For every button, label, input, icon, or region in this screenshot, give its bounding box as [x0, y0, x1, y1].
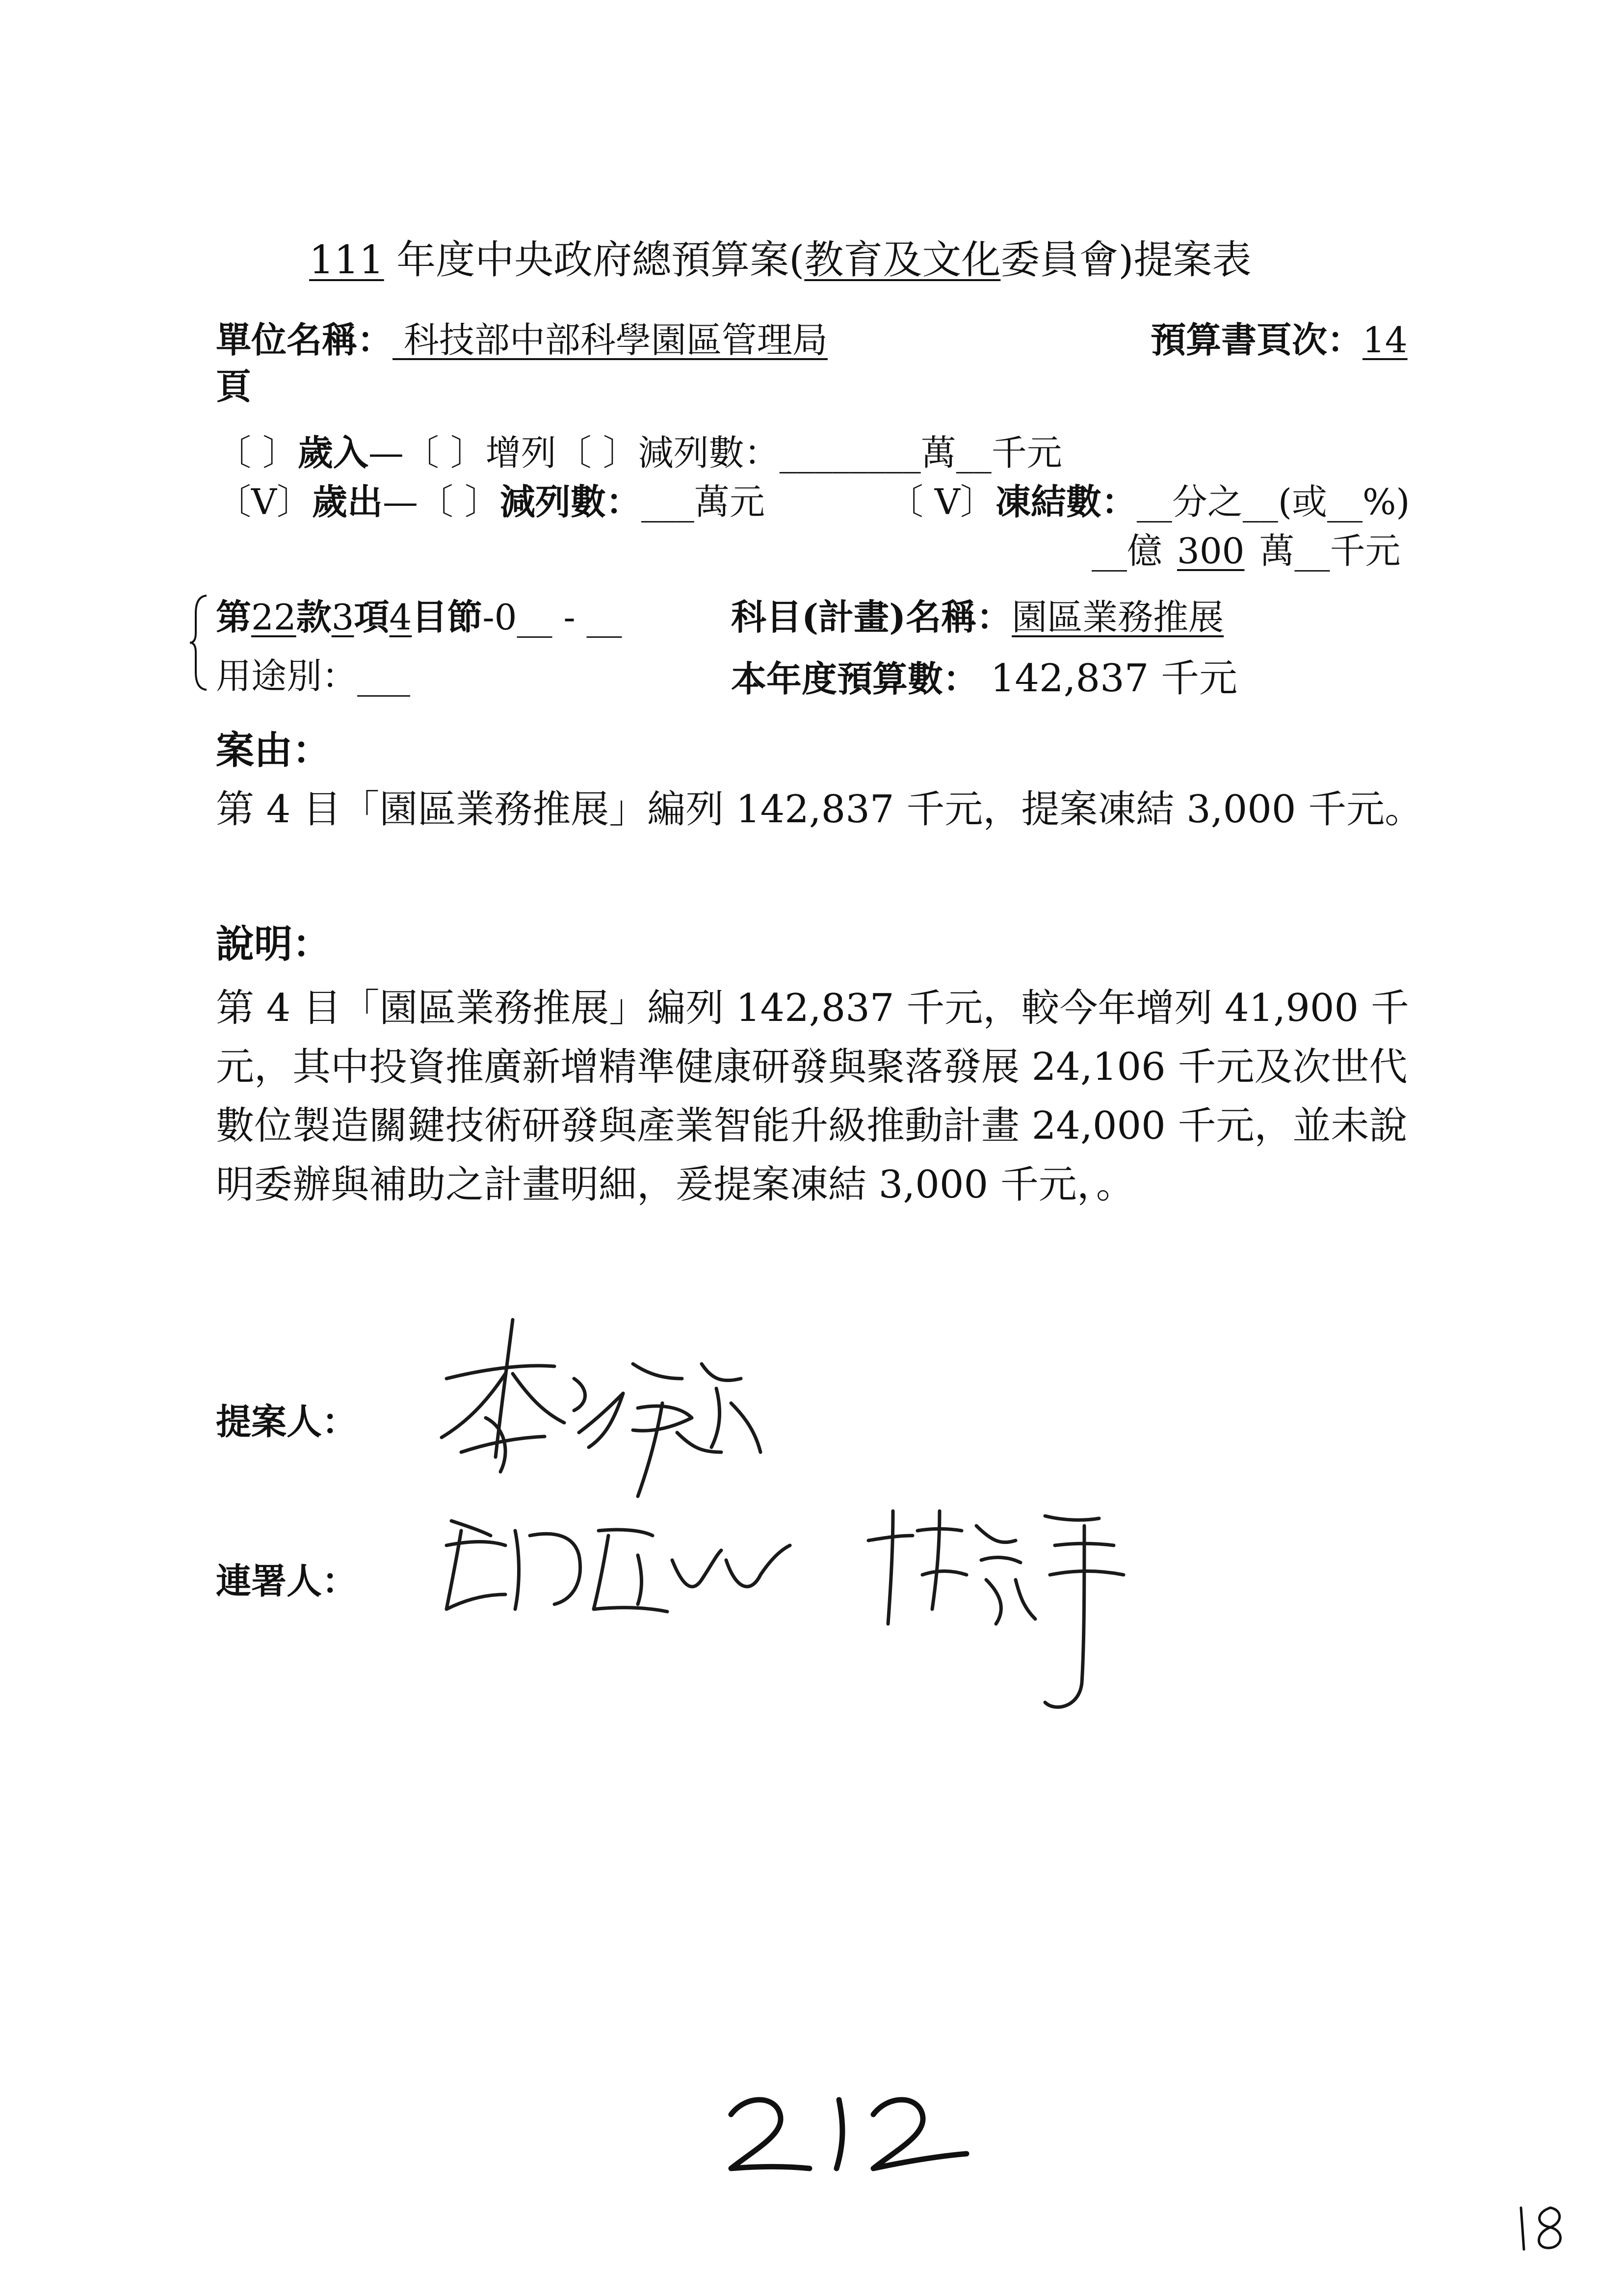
freeze-fraction: __分之__(或__%): [1136, 481, 1410, 522]
page-ref-label: 預算書頁次：: [1151, 319, 1363, 361]
explanation-heading: 說明：: [216, 922, 331, 966]
program-row: [731, 589, 1224, 640]
cosigner-signature-2: [859, 1496, 1173, 1732]
page-ref-value: 14: [1362, 319, 1408, 361]
item-mu-label: 目節: [412, 596, 483, 638]
handwritten-page-number: [711, 2075, 986, 2183]
title-year: 111: [309, 237, 384, 283]
item-mu: 4: [389, 597, 412, 638]
item-section: -0__ - __: [482, 597, 622, 638]
budget-label: 本年度預算數：: [731, 658, 979, 700]
item-kuan-label: 款: [296, 596, 332, 638]
budget-value: 142,837 千元: [978, 656, 1238, 701]
explanation-line: 明委辦與補助之計畫明細，爰提案凍結 3,000 千元，。: [216, 1163, 1134, 1207]
expenditure-check: 〔V〕: [216, 481, 312, 522]
revenue-check: 〔 〕: [216, 432, 298, 473]
expenditure-label: 歲出: [312, 481, 383, 522]
title-committee: 教育及文化: [804, 237, 1001, 283]
usage-blank: ___: [357, 655, 411, 697]
usage-label: 用途別：: [216, 655, 358, 697]
page-title: [309, 228, 1252, 285]
unit-label: 單位名稱：: [216, 319, 393, 361]
freeze-amount-prefix: __億: [1092, 530, 1163, 572]
cosigner-label: 連署人：: [216, 1560, 358, 1602]
explanation-line: 數位製造關鍵技術研發與產業智能升級推動計畫 24,000 千元，並未說: [216, 1104, 1408, 1148]
budget-row: [731, 648, 1237, 703]
unit-row: [216, 312, 877, 363]
freeze-row: [888, 473, 1410, 524]
reason-heading: 案由：: [216, 728, 331, 773]
freeze-amount-suffix: 萬__千元: [1259, 530, 1401, 572]
freeze-label: 凍結數：: [995, 481, 1137, 522]
proposer-signature: [427, 1305, 770, 1511]
explanation-line: 第 4 目「園區業務推展」編列 142,837 千元，較今年增列 41,900 千: [216, 986, 1409, 1030]
unit-value: 科技部中部科學園區管理局: [393, 319, 828, 361]
item-xiang-label: 項: [354, 596, 390, 638]
revenue-row: [216, 424, 1062, 475]
reduction-label: 減列數：: [499, 481, 641, 522]
proposer-label: 提案人：: [216, 1401, 358, 1442]
reason-text: 第 4 目「園區業務推展」編列 142,837 千元，提案凍結 3,000 千元。: [216, 787, 1423, 832]
freeze-amount: 300: [1177, 530, 1245, 572]
cosigner-signature-1: [437, 1501, 800, 1629]
revenue-blank: ________: [779, 432, 921, 473]
reduction-blank: ___: [641, 481, 694, 522]
item-row: [216, 589, 622, 640]
revenue-label: 歲入: [297, 432, 368, 473]
revenue-options: —〔 〕增列〔 〕減列數：: [368, 432, 780, 473]
revenue-blank-2: __: [956, 432, 992, 473]
title-part-1: 年度中央政府總預算案(: [384, 237, 805, 283]
revenue-unit-1: 萬: [920, 432, 956, 473]
revenue-unit-2: 千元: [991, 432, 1062, 473]
bracket-mark: [189, 594, 209, 692]
item-kuan: 22: [251, 597, 296, 638]
usage-row: [216, 648, 410, 699]
corner-number: [1511, 2198, 1570, 2257]
expenditure-option: —〔 〕: [383, 481, 500, 522]
reduction-unit: 萬元: [694, 481, 765, 522]
program-label: 科目(計畫)名稱：: [731, 596, 1012, 638]
explanation-line: 元，其中投資推廣新增精準健康研發與聚落發展 24,106 千元及次世代: [216, 1045, 1408, 1089]
page-ref-suffix: 頁: [216, 365, 252, 407]
item-xiang: 3: [331, 597, 354, 638]
freeze-amount-row: [1092, 522, 1400, 574]
item-prefix: 第: [216, 596, 252, 638]
page-ref: [1151, 312, 1408, 363]
expenditure-row: [216, 473, 765, 524]
program-name: 園區業務推展: [1012, 597, 1224, 638]
freeze-check: 〔 V〕: [888, 481, 995, 522]
title-part-2: 委員會)提案表: [1000, 237, 1252, 283]
